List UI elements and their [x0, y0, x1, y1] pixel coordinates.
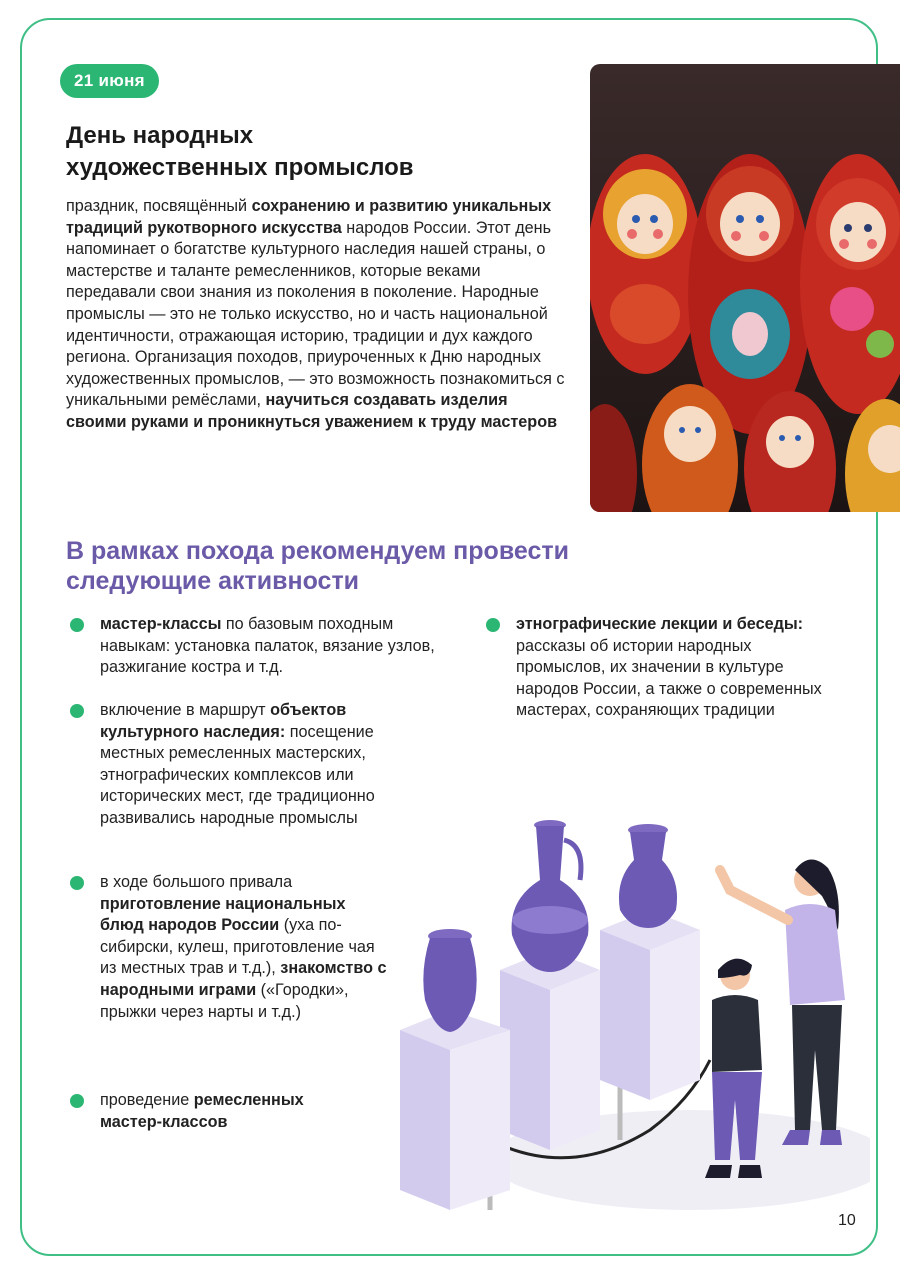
page-title — [66, 120, 566, 184]
bullet-dot — [486, 618, 500, 632]
museum-illustration — [390, 800, 870, 1225]
activity-item-3-post: («Городки», прыжки через нарты и т.д.) — [100, 980, 349, 1021]
pedestal — [600, 910, 700, 1100]
activity-item-2-bold: объектов культурного наследия: — [100, 701, 347, 741]
bullet-dot — [70, 704, 84, 718]
activity-item-5-bold: этнографические лекции и беседы: — [516, 615, 804, 633]
activity-item-3-bold-1: приготовление национальных блюд народов России — [100, 894, 346, 935]
title-line-1: День народных — [66, 122, 254, 149]
intro-bold-2: научиться создавать изделия своими руками и проникнуться уважением к труду мастеров — [66, 391, 558, 431]
activities-heading-line-1: В рамках похода рекомендуем провести — [66, 537, 569, 565]
doll-shape — [590, 154, 703, 374]
activity-item-3 — [100, 872, 390, 1023]
matryoshka-photo — [590, 64, 900, 512]
activity-item-1-text: по базовым походным навыкам: установка палаток, вязание узлов, разжигание костра и т.д. — [100, 615, 435, 677]
activity-item-1 — [100, 614, 450, 679]
vase — [619, 824, 677, 928]
activity-item-1-bold: мастер-классы — [100, 615, 222, 633]
activity-item-2-pre: включение в маршрут — [100, 701, 271, 719]
intro-paragraph — [66, 196, 566, 434]
activity-item-3-pre: в ходе большого привала — [100, 873, 293, 891]
bullet-dot — [70, 876, 84, 890]
activity-item-3-bold-2: знакомство с народными играми — [100, 959, 387, 999]
intro-text-2: народов России. Этот день напоминает о богатстве культурного наследия нашей страны, о мастерстве и таланте ремесленников, которые веками передавали свои знания из поколения в поколение. Народные промыслы — это не только искусство, но и часть национальной идентичности, отражающая историю, традиции и дух каждого региона. Организация походов, приуроченных к Дню народных художественных промыслов, — это возможность познакомиться с уникальными ремёслами, — [66, 218, 565, 410]
intro-text-1: праздник, посвящённый — [66, 197, 252, 215]
intro-bold-1: сохранению и развитию уникальных традиций рукотворного искусства — [66, 197, 552, 237]
activity-item-4-bold: ремесленных мастер-классов — [100, 1091, 304, 1131]
activity-item-2 — [100, 700, 400, 830]
activity-item-4-pre: проведение — [100, 1091, 194, 1109]
activities-heading — [66, 536, 686, 596]
date-badge: 21 июня — [60, 64, 159, 98]
page-number: 10 — [838, 1212, 856, 1229]
pedestal — [400, 1010, 510, 1210]
vase — [512, 820, 589, 972]
activity-item-5-text: рассказы об истории народных промыслов, их значении в культуре народов России, а также о современных мастерах, сохраняющих традиции — [516, 636, 822, 720]
title-line-2: художественных промыслов — [66, 154, 414, 181]
pedestal — [500, 950, 600, 1150]
bullet-dot — [70, 1094, 84, 1108]
activities-heading-line-2: следующие активности — [66, 567, 360, 595]
activity-item-3-mid: (уха по-сибирски, кулеш, приготовление чая из местных трав и т.д.), — [100, 916, 375, 978]
activity-item-2-text: посещение местных ремесленных мастерских, этнографических комплексов или исторических мест, где традиционно развивались народные промыслы — [100, 722, 375, 827]
activity-item-4 — [100, 1090, 370, 1133]
bullet-dot — [70, 618, 84, 632]
activity-item-5 — [516, 614, 836, 722]
